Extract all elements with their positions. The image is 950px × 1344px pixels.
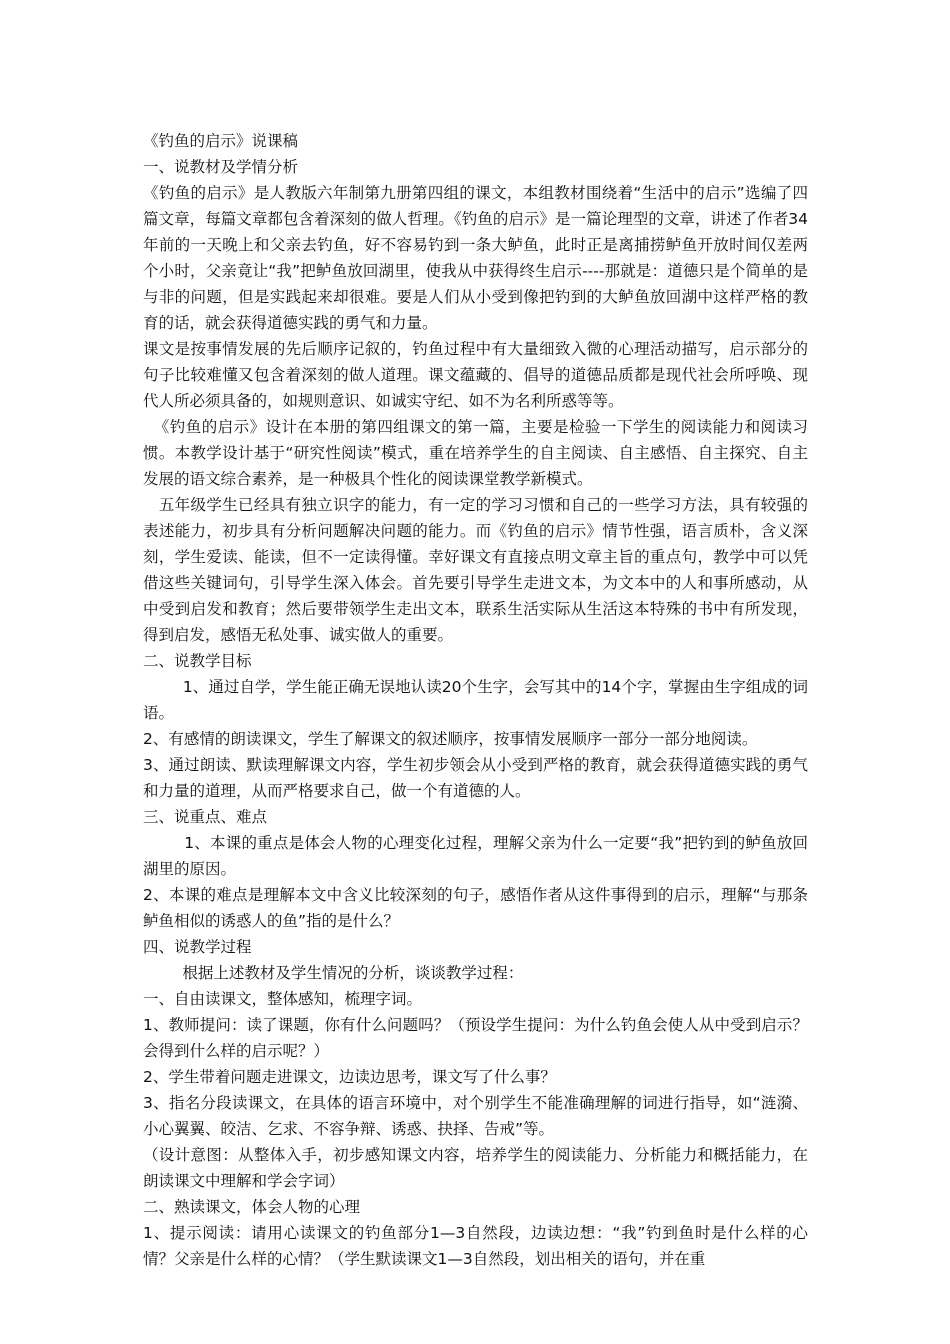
step-item: 1、提示阅读：请用心读课文的钓鱼部分1—3自然段，边读边想：“我”钓到鱼时是什么样的心情？父亲是什么样的心情？（学生默读课文1—3自然段，划出相关的语句，并在重: [143, 1224, 808, 1268]
paragraph: 课文是按事情发展的先后顺序记叙的，钓鱼过程中有大量细致入微的心理活动描写，启示部分的句子比较难懂又包含着深刻的做人道理。课文蕴藏的、倡导的道德品质都是现代社会所呼唤、现代人所必须具备的，如规则意识、如诚实守纪、如不为名利所惑等等。: [143, 340, 808, 410]
step-heading-1: 一、自由读课文，整体感知，梳理字词。: [143, 990, 423, 1008]
document-page: [143, 128, 808, 1272]
goal-item: 2、有感情的朗读课文，学生了解课文的叙述顺序，按事情发展顺序一部分一部分地阅读。: [143, 730, 758, 748]
section-heading-1: 一、说教材及学情分析: [143, 158, 299, 176]
section-heading-2: 二、说教学目标: [143, 652, 252, 670]
key-point-item: 2、本课的难点是理解本文中含义比较深刻的句子，感悟作者从这件事得到的启示，理解“与那条鲈鱼相似的诱惑人的鱼”指的是什么？: [143, 886, 808, 930]
step-item: 2、学生带着问题走进课文，边读边思考，课文写了什么事？: [143, 1068, 556, 1086]
step-item: 3、指名分段读课文，在具体的语言环境中，对个别学生不能准确理解的词进行指导，如“涟漪、小心翼翼、皎洁、乞求、不容争辩、诱惑、抉择、告戒”等。: [143, 1094, 808, 1138]
paragraph: 《钓鱼的启示》设计在本册的第四组课文的第一篇，主要是检验一下学生的阅读能力和阅读习惯。本教学设计基于“研究性阅读”模式，重在培养学生的自主阅读、自主感悟、自主探究、自主发展的语文综合素养，是一种极具个性化的阅读课堂教学新模式。: [143, 418, 808, 488]
step-item: 1、教师提问：读了课题，你有什么问题吗？（预设学生提问：为什么钓鱼会使人从中受到启示？会得到什么样的启示呢？）: [143, 1016, 808, 1060]
key-point-item: 1、本课的重点是体会人物的心理变化过程，理解父亲为什么一定要“我”把钓到的鲈鱼放回湖里的原因。: [143, 834, 808, 878]
goal-item: 3、通过朗读、默读理解课文内容，学生初步领会从小受到严格的教育，就会获得道德实践的勇气和力量的道理，从而严格要求自己，做一个有道德的人。: [143, 756, 808, 800]
section-heading-4: 四、说教学过程: [143, 938, 252, 956]
section-heading-3: 三、说重点、难点: [143, 808, 268, 826]
step-heading-2: 二、熟读课文，体会人物的心理: [143, 1198, 361, 1216]
design-note: （设计意图：从整体入手，初步感知课文内容，培养学生的阅读能力、分析能力和概括能力，在朗读课文中理解和学会字词）: [143, 1146, 808, 1190]
document-title: 《钓鱼的启示》说课稿: [143, 132, 299, 150]
paragraph: 根据上述教材及学生情况的分析，谈谈教学过程：: [143, 964, 524, 982]
goal-item: 1、通过自学，学生能正确无误地认读20个生字，会写其中的14个字，掌握由生字组成的词语。: [143, 678, 808, 722]
paragraph: 《钓鱼的启示》是人教版六年制第九册第四组的课文，本组教材围绕着“生活中的启示”选编了四篇文章，每篇文章都包含着深刻的做人哲理。《钓鱼的启示》是一篇论理型的文章，讲述了作者34年前的一天晚上和父亲去钓鱼，好不容易钓到一条大鲈鱼，此时正是离捕捞鲈鱼开放时间仅差两个小时，父亲竟让“我”把鲈鱼放回湖里，使我从中获得终生启示----那就是：道德只是个简单的是与非的问题，但是实践起来却很难。要是人们从小受到像把钓到的大鲈鱼放回湖中这样严格的教育的话，就会获得道德实践的勇气和力量。: [143, 184, 808, 332]
paragraph: 五年级学生已经具有独立识字的能力，有一定的学习习惯和自己的一些学习方法，具有较强的表述能力，初步具有分析问题解决问题的能力。而《钓鱼的启示》情节性强，语言质朴，含义深刻，学生爱读、能读，但不一定读得懂。幸好课文有直接点明文章主旨的重点句，教学中可以凭借这些关键词句，引导学生深入体会。首先要引导学生走进文本，为文本中的人和事所感动，从中受到启发和教育；然后要带领学生走出文本，联系生活实际从生活这本特殊的书中有所发现，得到启发，感悟无私处事、诚实做人的重要。: [143, 496, 808, 644]
